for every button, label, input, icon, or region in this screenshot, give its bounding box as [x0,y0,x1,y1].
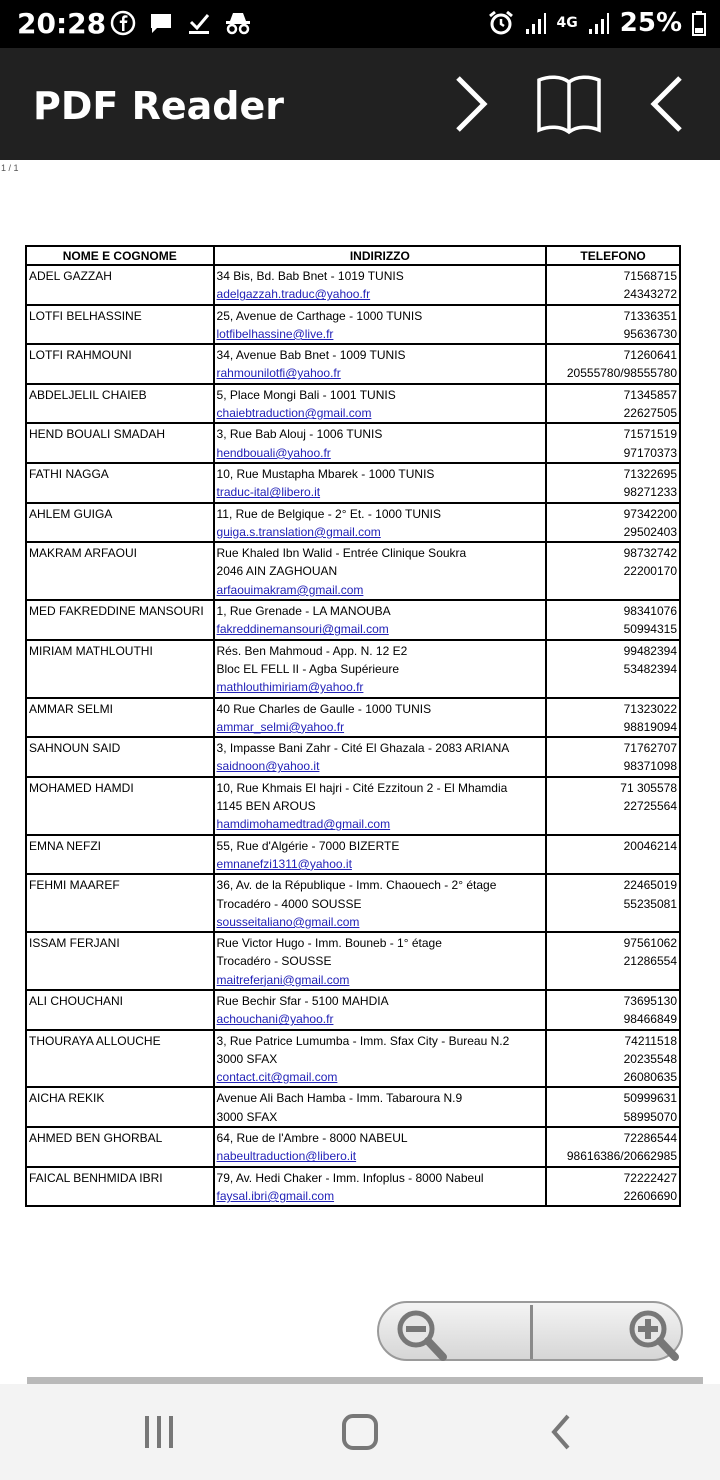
address-line: 40 Rue Charles de Gaulle - 1000 TUNIS [216,701,432,716]
table-row [26,463,680,503]
table-row [26,932,680,990]
contact-address [214,423,547,463]
contact-name-text: HEND BOUALI SMADAH [29,427,166,442]
contact-address [214,737,547,777]
address-line: 55, Rue d'Algérie - 7000 BIZERTE [216,838,400,853]
email-link[interactable]: achouchani@yahoo.fr [216,1012,334,1027]
phone-number: 71260641 [623,348,677,363]
contact-address [214,542,547,600]
contact-address [214,265,547,305]
status-bar [0,0,720,48]
contact-name [26,777,214,835]
phone-number: 98466849 [623,1012,677,1027]
header-phone: TELEFONO [546,246,680,265]
phone-number: 71336351 [623,308,677,323]
contact-name-text: AMMAR SELMI [29,701,114,716]
phone-number: 95636730 [623,326,677,341]
phone-number: 73695130 [623,993,677,1008]
contact-phones [546,600,680,640]
address-line: 79, Av. Hedi Chaker - Imm. Infoplus - 8000 Nabeul [216,1170,484,1185]
contact-address [214,1167,547,1207]
contact-phones [546,423,680,463]
contact-phones [546,737,680,777]
page-indicator: 1 / 1 [1,163,19,173]
contact-address [214,1127,547,1167]
email-link[interactable]: fakreddinemansouri@gmail.com [216,622,389,637]
signal-2-icon [588,11,610,35]
contact-name [26,1030,214,1088]
email-link[interactable]: emnanefzi1311@yahoo.it [216,856,352,871]
contact-name-text: MAKRAM ARFAOUI [29,546,138,561]
table-row [26,600,680,640]
address-line: 1, Rue Grenade - LA MANOUBA [216,604,391,619]
email-link[interactable]: mathlouthimiriam@yahoo.fr [216,680,364,695]
contact-address [214,835,547,875]
phone-number: 50999631 [623,1091,677,1106]
address-line: Rue Bechir Sfar - 5100 MAHDIA [216,993,389,1008]
address-line: Bloc EL FELL II - Agba Supérieure [216,661,400,676]
zoom-divider [530,1305,533,1359]
address-line: 10, Rue Mustapha Mbarek - 1000 TUNIS [216,466,435,481]
app-bar [0,48,720,160]
contact-name [26,305,214,345]
table-header-row [26,246,680,265]
contact-name [26,265,214,305]
contact-address [214,1030,547,1088]
address-line: Rue Victor Hugo - Imm. Bouneb - 1° étage [216,936,442,951]
contact-name [26,1087,214,1127]
email-link[interactable]: ammar_selmi@yahoo.fr [216,719,345,734]
phone-number: 74211518 [624,1033,677,1048]
contact-phones [546,698,680,738]
contact-name [26,463,214,503]
contact-name [26,542,214,600]
address-line: 3000 SFAX [216,1051,278,1066]
contact-phones [546,503,680,543]
phone-number: 22606690 [623,1188,677,1203]
address-line: 3, Impasse Bani Zahr - Cité El Ghazala - 2083 ARIANA [216,741,510,756]
address-line: 3000 SFAX [216,1109,278,1124]
message-icon [148,10,174,36]
contact-name-text: FATHI NAGGA [29,466,109,481]
contact-name [26,1127,214,1167]
address-line: 34, Avenue Bab Bnet - 1009 TUNIS [216,348,406,363]
battery-percent: 25% [619,8,682,38]
contact-phones [546,384,680,424]
status-time: 20:28 [17,7,107,40]
contact-name-text: FEHMI MAAREF [29,878,120,893]
header-address: INDIRIZZO [214,246,547,265]
contact-name-text: LOTFI RAHMOUNI [29,348,132,363]
phone-number: 71762707 [623,741,677,756]
contact-phones [546,463,680,503]
table-row [26,503,680,543]
contact-name [26,600,214,640]
alarm-icon [487,9,515,37]
address-line: Trocadéro - SOUSSE [216,954,332,969]
table-row [26,777,680,835]
phone-number: 26080635 [623,1070,677,1085]
contact-phones [546,835,680,875]
contact-name-text: MED FAKREDDINE MANSOURI [29,604,204,619]
table-row [26,265,680,305]
contact-phones [546,1127,680,1167]
table-row [26,384,680,424]
phone-number: 71323022 [623,701,677,716]
email-link[interactable]: maitreferjani@gmail.com [216,972,350,987]
address-line: Rue Khaled Ibn Walid - Entrée Clinique Soukra [216,546,467,561]
header-name: NOME E COGNOME [26,246,214,265]
phone-number: 50994315 [623,622,677,637]
phone-number: 53482394 [623,661,677,676]
table-row [26,423,680,463]
email-link[interactable]: faysal.ibri@gmail.com [216,1188,335,1203]
contact-address [214,698,547,738]
table-row [26,737,680,777]
contact-address [214,344,547,384]
contact-name-text: FAICAL BENHMIDA IBRI [29,1170,163,1185]
contact-name [26,503,214,543]
email-link[interactable]: saidnoon@yahoo.it [216,759,320,774]
contact-phones [546,777,680,835]
contact-address [214,1087,547,1127]
recent-apps-icon [135,1408,183,1456]
contact-phones [546,932,680,990]
address-line: Trocadéro - 4000 SOUSSE [216,896,362,911]
recent-apps-button[interactable] [135,1408,183,1456]
contact-address [214,777,547,835]
contact-name [26,835,214,875]
contact-phones [546,1167,680,1207]
address-line: Rés. Ben Mahmoud - App. N. 12 E2 [216,643,408,658]
contact-address [214,384,547,424]
phone-number: 20046214 [623,838,677,853]
notification-icons [110,10,252,36]
contact-phones [546,344,680,384]
incognito-icon [224,10,252,36]
contact-name-text: AHLEM GUIGA [29,506,113,521]
contact-phones [546,1030,680,1088]
contact-name-text: MIRIAM MATHLOUTHI [29,643,153,658]
navigation-bar [0,1384,720,1480]
table-row [26,1030,680,1088]
table-row [26,305,680,345]
contact-address [214,990,547,1030]
email-link[interactable]: adelgazzah.traduc@yahoo.fr [216,287,371,302]
email-link[interactable]: traduc-ital@libero.it [216,485,321,500]
phone-number: 99482394 [623,643,677,658]
phone-number: 71345857 [623,387,677,402]
address-line: 10, Rue Khmais El hajri - Cité Ezzitoun 2 - El Mhamdia [216,780,508,795]
table-row [26,835,680,875]
contact-name-text: ADEL GAZZAH [29,269,112,283]
previous-page-button[interactable] [632,68,702,138]
chevron-left-icon [632,68,702,138]
email-link[interactable]: chaiebtraduction@gmail.com [216,406,372,421]
contacts-table [25,245,681,1207]
phone-number: 29502403 [623,524,677,539]
check-download-icon [186,10,212,36]
contact-name [26,874,214,932]
bookmarks-button[interactable] [534,68,604,138]
table-row [26,640,680,698]
contact-name [26,737,214,777]
contact-phones [546,874,680,932]
zoom-out-button[interactable] [387,1305,457,1359]
contact-phones [546,542,680,600]
contact-address [214,463,547,503]
phone-number: 98732742 [623,546,677,561]
phone-number: 72286544 [623,1131,677,1146]
contact-name-text: MOHAMED HAMDI [29,780,134,795]
table-row [26,698,680,738]
contact-phones [546,265,680,305]
phone-number: 72222427 [623,1170,677,1185]
contact-phones [546,305,680,345]
contact-name [26,344,214,384]
phone-number: 21286554 [623,954,677,969]
contact-phones [546,990,680,1030]
table-row [26,1087,680,1127]
address-line: 11, Rue de Belgique - 2° Et. - 1000 TUNIS [216,506,441,521]
back-button[interactable] [538,1408,586,1456]
contact-phones [546,1087,680,1127]
phone-number: 22725564 [623,799,677,814]
contact-phones [546,640,680,698]
phone-number: 98371098 [623,759,677,774]
book-icon [534,68,604,138]
address-line: 34 Bis, Bd. Bab Bnet - 1019 TUNIS [216,269,404,283]
app-title: PDF Reader [33,84,284,128]
address-line: 3, Rue Bab Alouj - 1006 TUNIS [216,427,383,442]
contact-address [214,932,547,990]
phone-number: 22200170 [623,564,677,579]
phone-number: 71568715 [623,269,677,283]
contact-name-text: ISSAM FERJANI [29,936,120,951]
table-body [26,265,680,1206]
phone-number: 71571519 [623,427,677,442]
contact-name [26,698,214,738]
contact-name-text: ABDELJELIL CHAIEB [29,387,147,402]
phone-number: 20555780/98555780 [566,366,677,381]
table-row [26,874,680,932]
home-button[interactable] [336,1408,384,1456]
table-row [26,1127,680,1167]
facebook-icon [110,10,136,36]
phone-number: 98341076 [623,604,677,619]
contact-address [214,305,547,345]
signal-icon [525,11,547,35]
email-link[interactable]: hamdimohamedtrad@gmail.com [216,817,391,832]
email-link[interactable]: rahmounilotfi@yahoo.fr [216,366,341,381]
table-row [26,1167,680,1207]
zoom-out-icon [387,1305,457,1361]
contact-name-text: THOURAYA ALLOUCHE [29,1033,161,1048]
phone-number: 20235548 [623,1051,677,1066]
phone-number: 71322695 [623,466,677,481]
contact-address [214,503,547,543]
contact-address [214,874,547,932]
address-line: 5, Place Mongi Bali - 1001 TUNIS [216,387,396,402]
contact-name [26,640,214,698]
phone-number: 97561062 [623,936,677,951]
contact-name [26,932,214,990]
contact-name [26,423,214,463]
phone-number: 98271233 [623,485,677,500]
contact-address [214,640,547,698]
next-page-button[interactable] [436,68,506,138]
email-link[interactable]: nabeultraduction@libero.it [216,1149,357,1164]
address-line: 36, Av. de la République - Imm. Chaouech - 2° étage [216,878,497,893]
contact-name [26,1167,214,1207]
zoom-in-button[interactable] [615,1305,685,1359]
phone-number: 22465019 [623,878,677,893]
email-link[interactable]: hendbouali@yahoo.fr [216,445,331,460]
network-type: 4G [556,15,578,31]
email-link[interactable]: contact.cit@gmail.com [216,1070,338,1085]
phone-number: 98819094 [623,719,677,734]
phone-number: 55235081 [623,896,677,911]
horizontal-scrollbar[interactable] [27,1377,703,1384]
address-line: Avenue Ali Bach Hamba - Imm. Tabaroura N.9 [216,1091,463,1106]
address-line: 64, Rue de l'Ambre - 8000 NABEUL [216,1131,408,1146]
contact-name-text: SAHNOUN SAID [29,741,121,756]
address-line: 1145 BEN AROUS [216,799,316,814]
chevron-right-icon [436,68,506,138]
battery-icon [692,10,706,36]
zoom-in-icon [615,1305,685,1361]
email-link[interactable]: guiga.s.translation@gmail.com [216,524,381,539]
contact-address [214,600,547,640]
address-line: 2046 AIN ZAGHOUAN [216,564,338,579]
phone-number: 71 305578 [620,780,677,795]
home-icon [336,1408,384,1456]
email-link[interactable]: sousseitaliano@gmail.com [216,914,360,929]
contact-name-text: ALI CHOUCHANI [29,993,124,1008]
table-row [26,344,680,384]
phone-number: 97170373 [623,445,677,460]
table-row [26,542,680,600]
contact-name-text: AHMED BEN GHORBAL [29,1131,163,1146]
contact-name [26,990,214,1030]
phone-number: 97342200 [623,506,677,521]
email-link[interactable]: lotfibelhassine@live.fr [216,326,334,341]
zoom-controls [377,1301,683,1361]
phone-number: 98616386/20662985 [566,1149,677,1164]
system-icons [487,8,706,38]
contact-name-text: EMNA NEFZI [29,838,102,853]
address-line: 25, Avenue de Carthage - 1000 TUNIS [216,308,423,323]
address-line: 3, Rue Patrice Lumumba - Imm. Sfax City - Bureau N.2 [216,1033,510,1048]
phone-number: 24343272 [623,287,677,302]
phone-number: 22627505 [623,406,677,421]
table-row [26,990,680,1030]
contact-name-text: AICHA REKIK [29,1091,105,1106]
contact-name-text: LOTFI BELHASSINE [29,308,142,323]
email-link[interactable]: arfaouimakram@gmail.com [216,582,364,597]
contact-name [26,384,214,424]
phone-number: 58995070 [623,1109,677,1124]
back-icon [538,1408,586,1456]
